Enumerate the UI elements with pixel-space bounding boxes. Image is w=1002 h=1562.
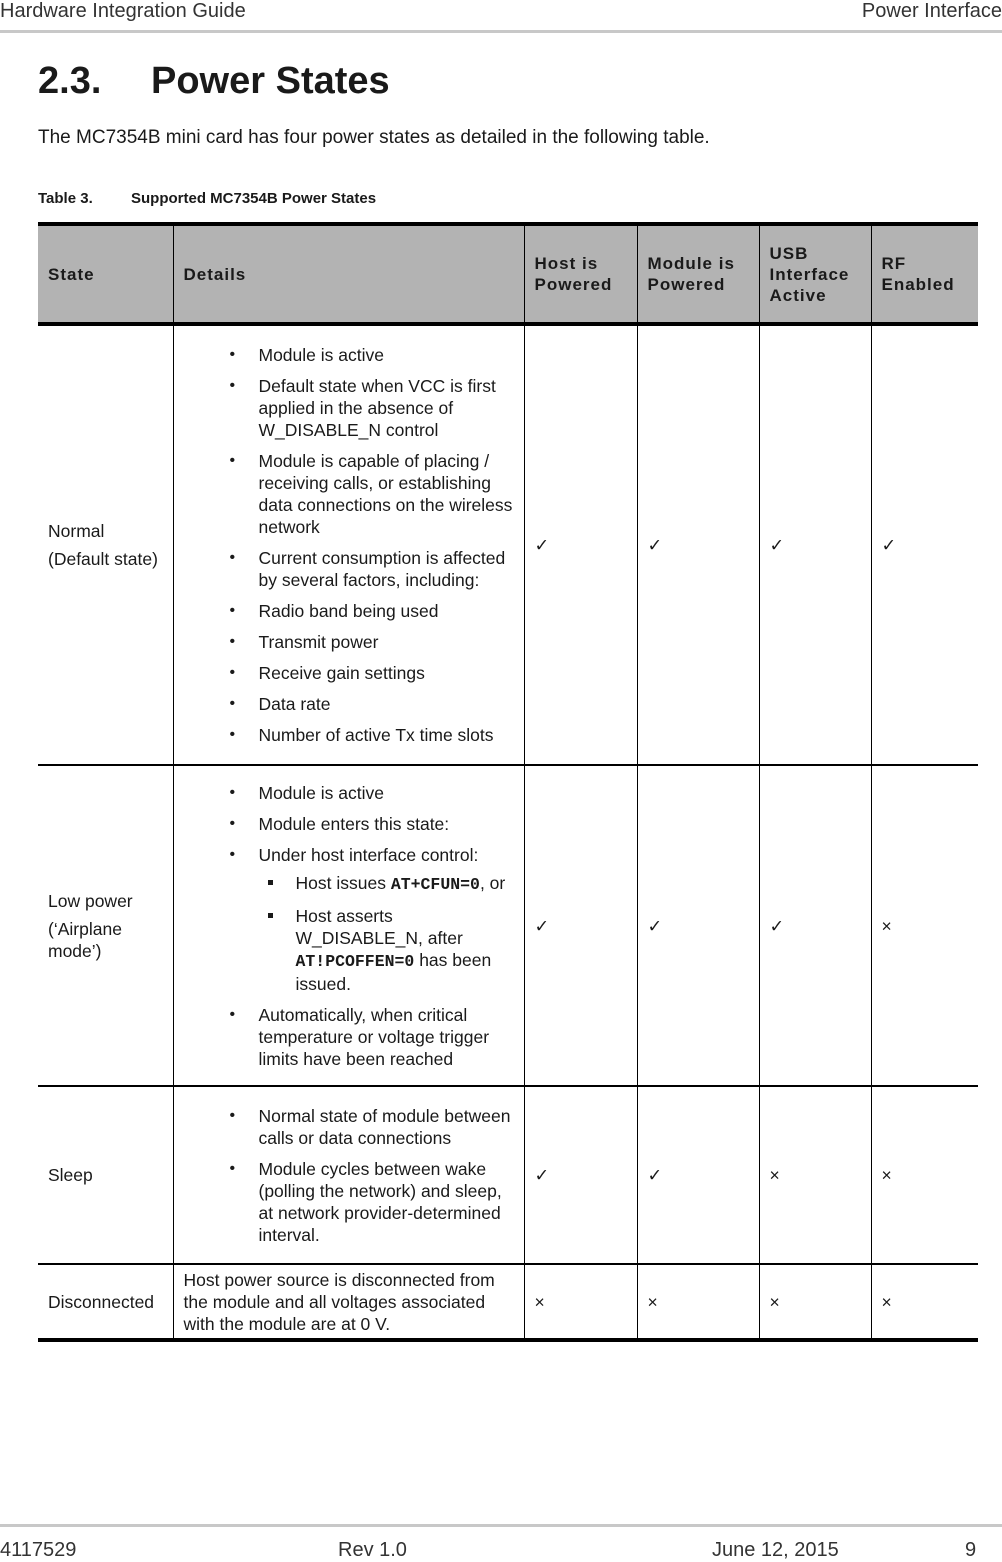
details-list (184, 1105, 514, 1246)
cross-icon: × (759, 1264, 871, 1340)
check-icon: ✓ (524, 765, 637, 1086)
list-item-text: Under host interface control: (258, 844, 479, 865)
check-icon: ✓ (759, 765, 871, 1086)
column-header-details: Details (173, 224, 524, 324)
section-heading (38, 60, 390, 103)
state-cell (38, 324, 173, 765)
check-icon: ✓ (637, 1086, 759, 1264)
footer-doc-number: 4117529 (0, 1539, 77, 1561)
details-cell (173, 1086, 524, 1264)
header-doc-title: Hardware Integration Guide (0, 0, 246, 22)
table-number: Table 3. (38, 190, 93, 207)
details-list (184, 344, 514, 746)
cross-icon: × (881, 1291, 892, 1312)
footer-revision: Rev 1.0 (338, 1539, 407, 1561)
table-header-row (38, 224, 978, 324)
list-item: • Normal state of module between calls or data connections (184, 1105, 514, 1149)
check-icon: ✓ (871, 324, 978, 765)
sub-item-text: Host issues (295, 872, 391, 893)
check-icon: ✓ (524, 1086, 637, 1264)
list-item (184, 844, 514, 995)
state-name: Sleep (48, 1165, 93, 1185)
column-header-module-powered: Module is Powered (637, 224, 759, 324)
list-item: • Receive gain settings (184, 662, 514, 684)
list-item: • Module is capable of placing / receiving calls, or establishing data connections on the wireless network (184, 450, 514, 538)
list-item: • Module is active (184, 344, 514, 366)
footer-page-number: 9 (965, 1539, 977, 1561)
at-command: AT+CFUN=0 (390, 874, 480, 894)
state-cell (38, 1086, 173, 1264)
list-item: • Automatically, when critical temperature or voltage trigger limits have been reached (184, 1004, 514, 1070)
list-item: • Module cycles between wake (polling the network) and sleep, at network provider-determined interval. (184, 1158, 514, 1246)
state-name: Disconnected (48, 1291, 155, 1312)
sub-item-text: , or (479, 872, 506, 893)
list-item: • Current consumption is affected by several factors, including: (184, 547, 514, 591)
sub-list-item (259, 905, 514, 995)
table-row (38, 1086, 978, 1264)
at-command: AT!PCOFFEN=0 (295, 951, 415, 971)
list-item: • Number of active Tx time slots (184, 724, 514, 746)
state-name: Low power (48, 890, 133, 911)
check-icon: ✓ (637, 324, 759, 765)
section-number: 2.3. (38, 60, 102, 102)
details-cell (173, 765, 524, 1086)
sub-list (259, 872, 514, 995)
intro-paragraph: The MC7354B mini card has four power states as detailed in the following table. (38, 127, 710, 148)
table-row (38, 765, 978, 1086)
power-states-table (38, 222, 978, 1342)
details-list (184, 782, 514, 1070)
cross-icon: × (871, 765, 978, 1086)
cross-icon: × (637, 1264, 759, 1340)
state-note: (Default state) (48, 549, 158, 569)
section-title: Power States (151, 60, 390, 102)
list-item: • Data rate (184, 693, 514, 715)
column-header-rf-enabled: RF Enabled (871, 224, 978, 324)
state-cell (38, 765, 173, 1086)
table-row (38, 1264, 978, 1340)
state-cell (38, 1264, 173, 1340)
list-item: • Transmit power (184, 631, 514, 653)
table-row (38, 324, 978, 765)
cross-icon: × (524, 1264, 637, 1340)
page-footer (0, 1524, 1002, 1562)
table-caption (38, 190, 376, 207)
list-item: • Default state when VCC is first applied in the absence of W_DISABLE_N control (184, 375, 514, 441)
check-icon: ✓ (759, 324, 871, 765)
state-note: (‘Airplane mode’) (48, 918, 122, 961)
cross-icon: × (871, 1086, 978, 1264)
details-cell: Host power source is disconnected from the module and all voltages associated with the module are at 0 V. (173, 1264, 524, 1340)
details-cell (173, 324, 524, 765)
check-icon: ✓ (637, 765, 759, 1086)
sub-list-item (259, 872, 514, 896)
cross-icon: × (759, 1086, 871, 1264)
sub-item-text: has been issued. (295, 949, 492, 994)
list-item: • Radio band being used (184, 600, 514, 622)
check-icon: ✓ (524, 324, 637, 765)
footer-date: June 12, 2015 (712, 1539, 839, 1561)
header-chapter-title: Power Interface (861, 0, 1002, 22)
list-item: • Module is active (184, 782, 514, 804)
column-header-host-powered: Host is Powered (524, 224, 637, 324)
table-title: Supported MC7354B Power States (131, 190, 377, 207)
list-item: • Module enters this state: (184, 813, 514, 835)
page-header (0, 0, 1002, 33)
state-name: Normal (48, 521, 105, 541)
sub-item-text: Host asserts W_DISABLE_N, after (295, 905, 463, 948)
column-header-state: State (38, 224, 173, 324)
column-header-usb-active: USB Interface Active (759, 224, 871, 324)
